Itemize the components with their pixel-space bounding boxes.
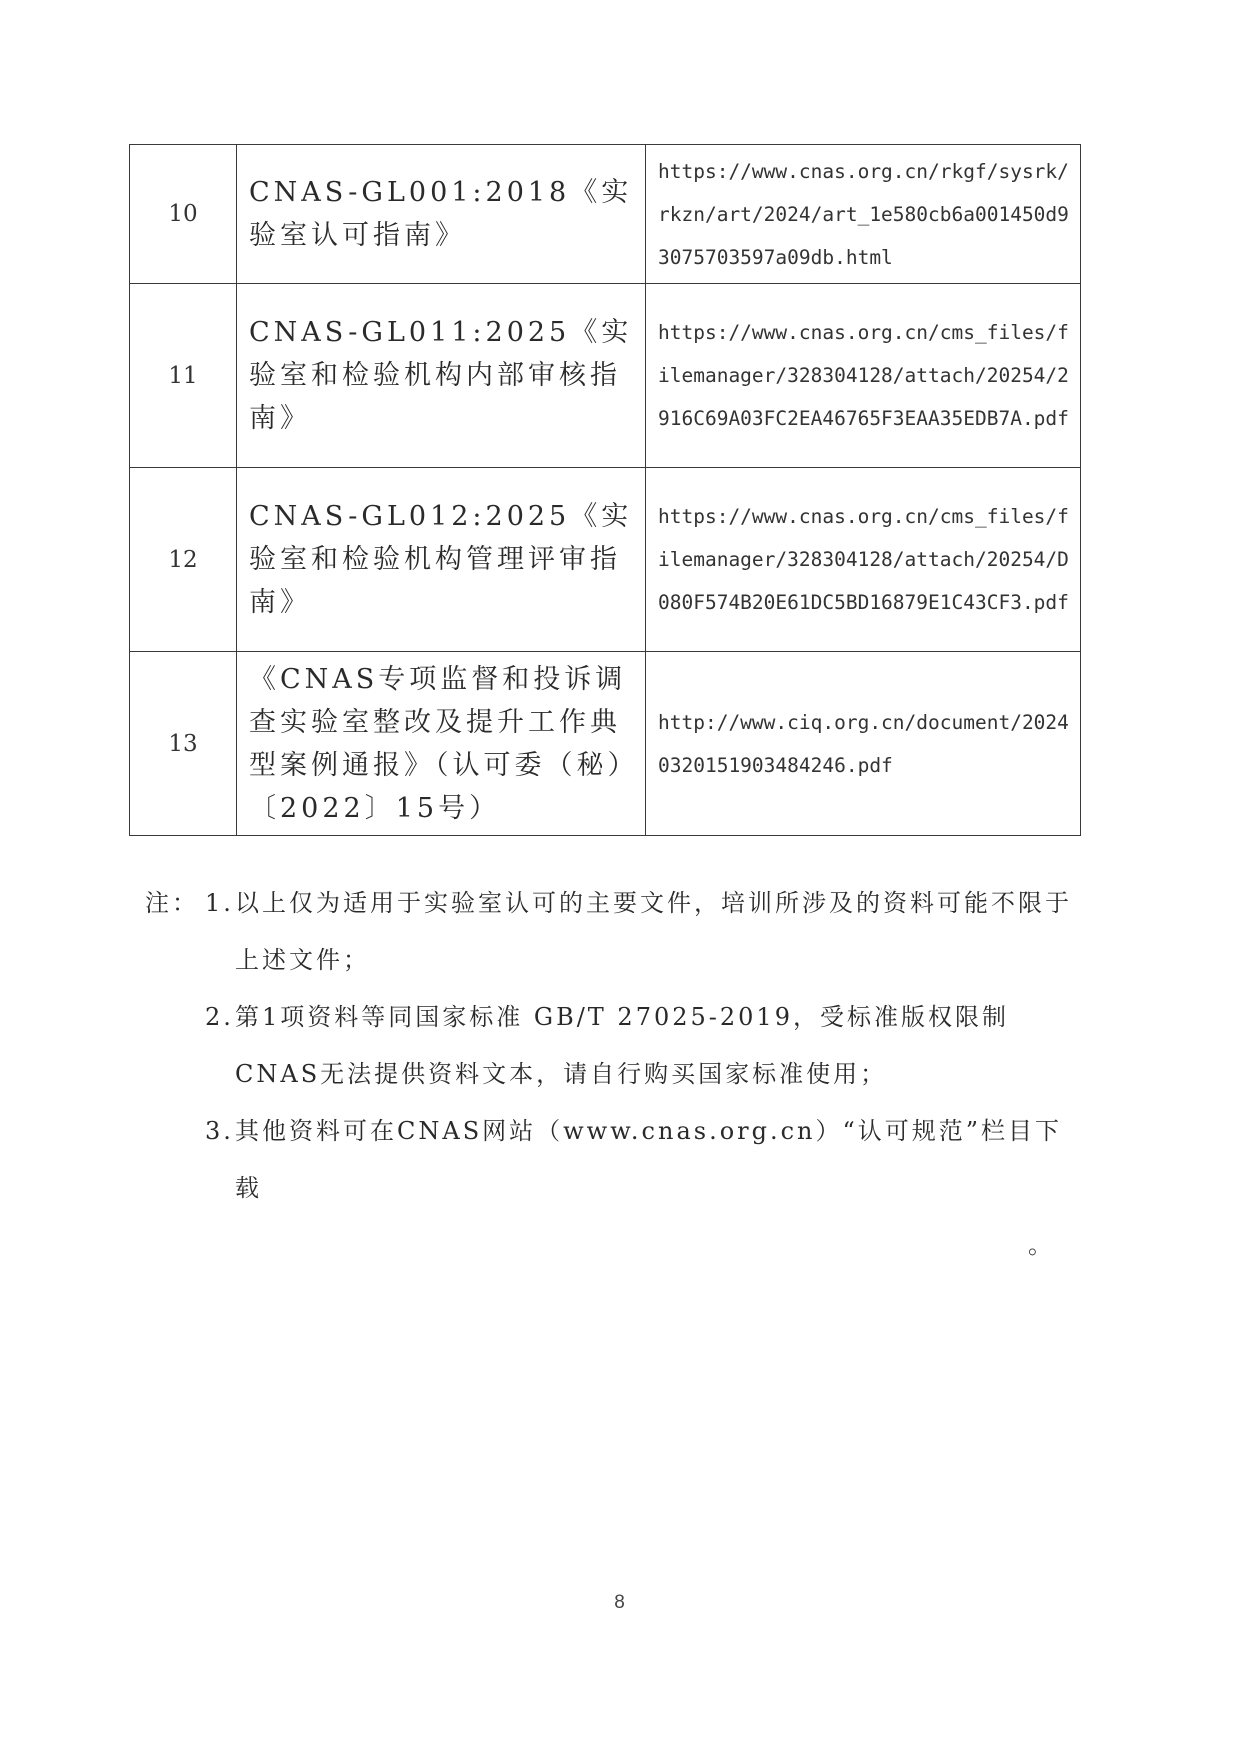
row-number: 12 [130, 468, 237, 652]
table-row [130, 145, 1081, 284]
document-url[interactable]: https://www.cnas.org.cn/cms_files/filemanager/328304128/attach/20254/2916C69A03FC2EA46765F3EAA35EDB7A.pdf [646, 284, 1081, 468]
notes-section [145, 875, 1075, 1274]
table-row [130, 652, 1081, 836]
document-name: 《CNAS专项监督和投诉调查实验室整改及提升工作典型案例通报》（认可委（秘）〔2022〕15号） [237, 652, 646, 836]
note-text: 以上仅为适用于实验室认可的主要文件，培训所涉及的资料可能不限于上述文件； [235, 889, 1072, 974]
row-number: 10 [130, 145, 237, 284]
table-row [130, 468, 1081, 652]
note-number: 2. [205, 1003, 234, 1031]
table-row [130, 284, 1081, 468]
document-url[interactable]: https://www.cnas.org.cn/rkgf/sysrk/rkzn/art/2024/art_1e580cb6a001450d93075703597a09db.html [646, 145, 1081, 284]
document-url[interactable]: https://www.cnas.org.cn/cms_files/filemanager/328304128/attach/20254/D080F574B20E61DC5BD16879E1C43CF3.pdf [646, 468, 1081, 652]
note-item [145, 989, 1075, 1103]
row-number: 11 [130, 284, 237, 468]
notes-prefix: 注： [145, 889, 199, 917]
note-item [145, 875, 1075, 989]
note-item [145, 1103, 1075, 1217]
reference-documents-table [129, 144, 1081, 836]
page-number: 8 [614, 1592, 625, 1613]
note-trailing-punctuation: 。 [1028, 1231, 1055, 1259]
document-url[interactable]: http://www.ciq.org.cn/document/20240320151903484246.pdf [646, 652, 1081, 836]
row-number: 13 [130, 652, 237, 836]
note-text: 第1项资料等同国家标准 GB/T 27025-2019，受标准版权限制CNAS无法提供资料文本，请自行购买国家标准使用； [235, 1003, 1009, 1088]
document-name: CNAS-GL012:2025《实验室和检验机构管理评审指南》 [237, 468, 646, 652]
document-name: CNAS-GL001:2018《实验室认可指南》 [237, 145, 646, 284]
note-number: 1. [205, 889, 234, 917]
document-name: CNAS-GL011:2025《实验室和检验机构内部审核指南》 [237, 284, 646, 468]
note-text: 其他资料可在CNAS网站（www.cnas.org.cn）“认可规范”栏目下载 [235, 1117, 1063, 1202]
note-number: 3. [205, 1117, 234, 1145]
